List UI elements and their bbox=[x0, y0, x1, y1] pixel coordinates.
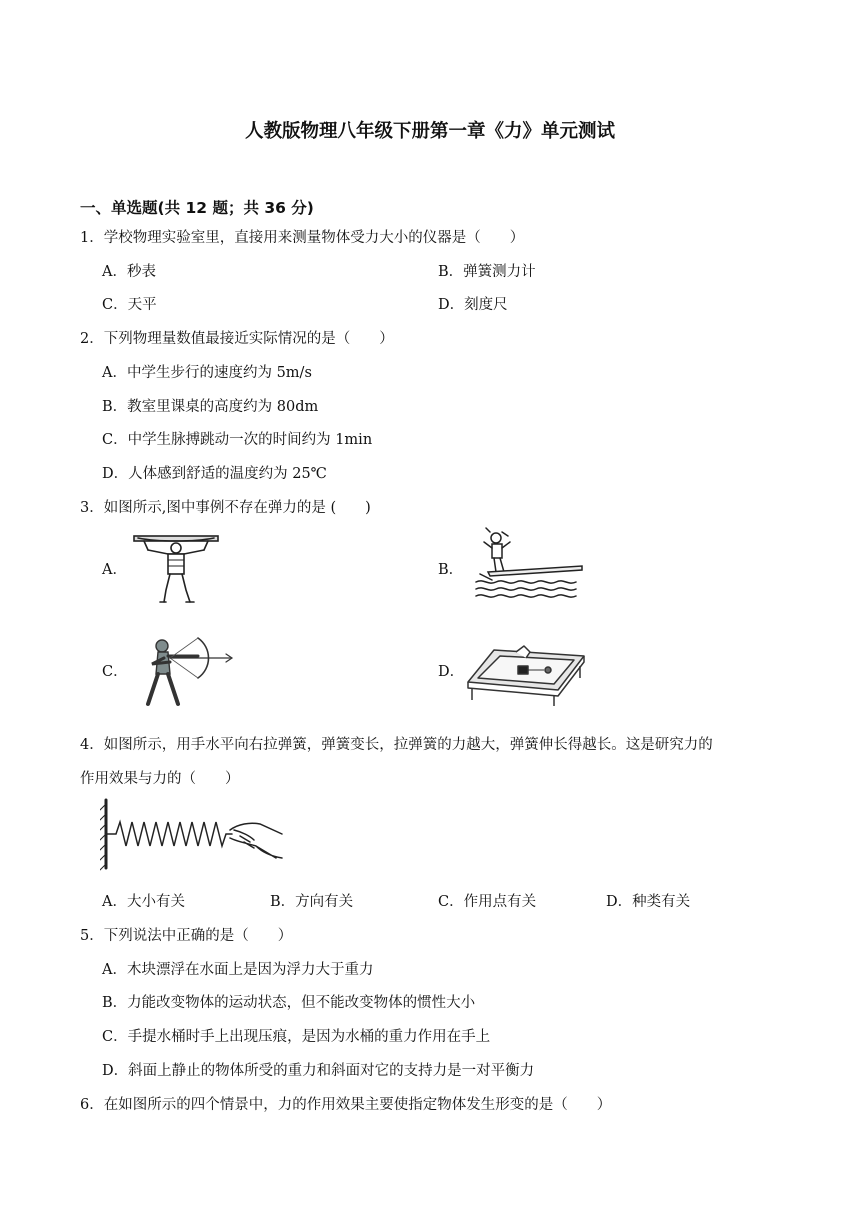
question-5-option-c: C．手提水桶时手上出现压痕，是因为水桶的重力作用在手上 bbox=[102, 1029, 491, 1045]
question-2-option-b: B．教室里课桌的高度约为 80dm bbox=[102, 399, 319, 415]
question-4-stem-line1: 4．如图所示，用手水平向右拉弹簧，弹簧变长，拉弹簧的力越大，弹簧伸长得越长。这是研究力的 bbox=[80, 737, 713, 753]
question-4-option-c: C．作用点有关 bbox=[438, 894, 537, 910]
question-5-stem: 5．下列说法中正确的是（ ） bbox=[80, 928, 293, 944]
question-3-stem: 3．如图所示,图中事例不存在弹力的是 ( ) bbox=[80, 500, 371, 516]
question-1-option-d: D．刻度尺 bbox=[438, 297, 508, 313]
question-2-option-d: D．人体感到舒适的温度约为 25℃ bbox=[102, 466, 327, 482]
question-2-stem: 2．下列物理量数值最接近实际情况的是（ ） bbox=[80, 331, 394, 347]
question-3-option-c: C． bbox=[102, 664, 128, 680]
figure-diving-board bbox=[474, 526, 584, 600]
question-1-stem: 1．学校物理实验室里，直接用来测量物体受力大小的仪器是（ ） bbox=[80, 230, 525, 246]
question-5-option-a: A．木块漂浮在水面上是因为浮力大于重力 bbox=[102, 962, 374, 978]
question-3-option-d: D． bbox=[438, 664, 465, 680]
figure-archer bbox=[140, 634, 236, 708]
question-4-option-b: B．方向有关 bbox=[270, 894, 354, 910]
question-3-option-a: A． bbox=[102, 562, 127, 578]
figure-chest-expander bbox=[128, 530, 224, 606]
question-4-option-a: A．大小有关 bbox=[102, 894, 185, 910]
question-1-option-c: C．天平 bbox=[102, 297, 157, 313]
question-1-option-b: B．弹簧测力计 bbox=[438, 264, 536, 280]
figure-spring-hand bbox=[100, 796, 286, 872]
question-4-option-d: D．种类有关 bbox=[606, 894, 691, 910]
question-5-option-b: B．力能改变物体的运动状态，但不能改变物体的惯性大小 bbox=[102, 995, 476, 1011]
section-heading: 一、单选题(共 12 题；共 36 分) bbox=[80, 199, 314, 217]
figure-tray-table bbox=[466, 644, 586, 708]
question-4-stem-line2: 作用效果与力的（ ） bbox=[80, 771, 240, 787]
question-2-option-c: C．中学生脉搏跳动一次的时间约为 1min bbox=[102, 432, 373, 448]
question-5-option-d: D．斜面上静止的物体所受的重力和斜面对它的支持力是一对平衡力 bbox=[102, 1063, 535, 1079]
question-1-option-a: A．秒表 bbox=[102, 264, 156, 280]
question-6-stem: 6．在如图所示的四个情景中，力的作用效果主要使指定物体发生形变的是（ ） bbox=[80, 1097, 612, 1113]
question-3-option-b: B． bbox=[438, 562, 464, 578]
question-2-option-a: A．中学生步行的速度约为 5m/s bbox=[102, 365, 312, 381]
page-title: 人教版物理八年级下册第一章《力》单元测试 bbox=[244, 121, 615, 142]
